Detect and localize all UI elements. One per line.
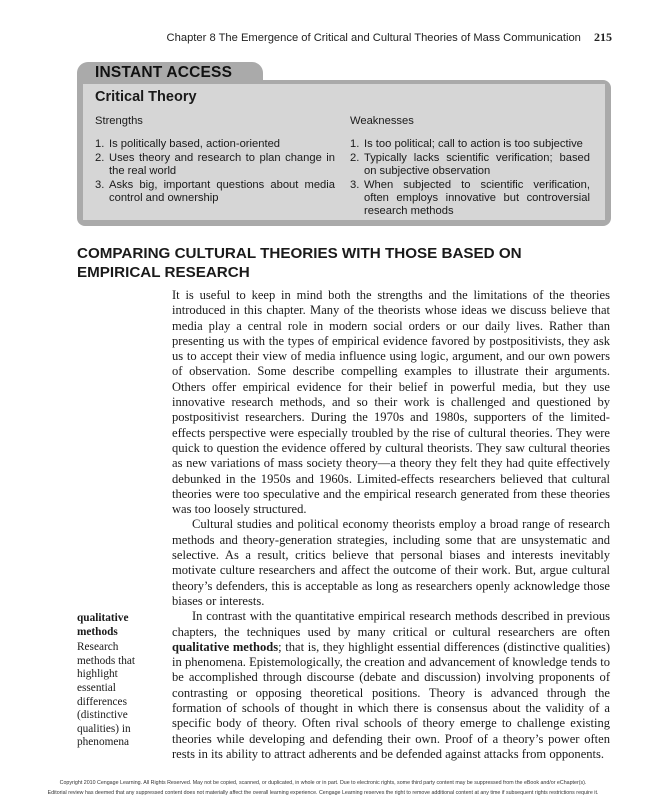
body-text bbox=[172, 288, 610, 762]
list-item bbox=[350, 138, 590, 151]
margin-glossary-note bbox=[77, 612, 159, 750]
item-number: 1. bbox=[350, 138, 360, 151]
instant-access-title: Critical Theory bbox=[95, 89, 197, 105]
running-head bbox=[0, 30, 612, 45]
item-text: When subjected to scientific verification, often employs innovative but controversial research methods bbox=[364, 178, 590, 218]
item-number: 3. bbox=[350, 178, 360, 191]
glossary-definition: Research methods that highlight essential differences (distinctive qualities) in phenomena bbox=[77, 641, 136, 749]
list-item bbox=[350, 179, 590, 219]
weaknesses-column bbox=[350, 115, 590, 219]
glossary-term: qualitative methods bbox=[77, 612, 129, 638]
key-term: qualitative methods bbox=[172, 639, 279, 654]
section-title: COMPARING CULTURAL THEORIES WITH THOSE BASED ON EMPIRICAL RESEARCH bbox=[77, 245, 522, 281]
item-text: Is too political; call to action is too subjective bbox=[364, 138, 583, 151]
paragraph-text: In contrast with the quantitative empirical research methods described in previous chapters, the techniques used by many critical or cultural researchers are often bbox=[172, 609, 610, 639]
item-number: 2. bbox=[350, 151, 360, 164]
instant-access-tab: INSTANT ACCESS bbox=[77, 62, 263, 84]
instant-access-panel bbox=[83, 84, 605, 220]
weaknesses-list bbox=[350, 138, 590, 218]
paragraph: Cultural studies and political economy theorists employ a broad range of research methods and theory-generation strategies, including some that are unsystematic and selective. As a result, critics believe that personal biases and interests inevitably motivate culture researchers and affect the outcome of their work. But, argue cultural theory’s defenders, this is acceptable as long as researchers openly acknowledge those biases or interests. bbox=[172, 517, 610, 608]
strengths-column bbox=[95, 115, 335, 205]
item-text: Asks big, important questions about media control and ownership bbox=[109, 178, 335, 205]
paragraph-text: ; that is, they highlight essential differences (distinctive qualities) in phenomena. Epistemologically, the creation and advancement of knowledge tends to be accomplished through discourse (debate and discussion) involving proponents of contrasting or opposing theoretical positions. Theory is advanced through the formation of schools of thought in which there is consensus about the validity of a specific body of theory. Often rival schools of theory emerge to challenge existing theories while developing and defending their own. Proof of a theory’s power often rests in its ability to attract adherents and be defended against attacks from opponents. bbox=[172, 639, 611, 761]
strengths-heading: Strengths bbox=[95, 115, 143, 127]
chapter-title: Chapter 8 The Emergence of Critical and Cultural Theories of Mass Communication bbox=[166, 32, 581, 44]
list-item bbox=[95, 152, 335, 179]
list-item bbox=[95, 179, 335, 206]
list-item bbox=[95, 138, 335, 151]
item-text: Typically lacks scientific verification; based on subjective observation bbox=[364, 151, 590, 178]
paragraph: It is useful to keep in mind both the strengths and the limitations of the theories introduced in this chapter. Many of the theorists whose ideas we discuss believe that media play a central role in modern social orders or our daily lives. Rather than presenting us with the types of empirical evidence favored by postpositivists, they ask us to accept their view of media influence using logic, argument, and our own powers of observation. Some describe compelling examples to illustrate their arguments. Others offer empirical evidence for their belief in powerful media, but they use innovative research methods, and so their work is challenged and questioned by postpositivist researchers. During the 1970s and 1980s, supporters of the limited-effects perspective were especially troubled by the rise of cultural theories. They were quick to question the evidence offered by cultural theorists. They saw cultural theories as new variations of mass society theory—a theory they felt they had quite effectively debunked in the 1950s and 1960s. Limited-effects researchers believed that cultural theories were too speculative and the empirical research generated from these theories was too loosely structured. bbox=[172, 288, 610, 517]
item-number: 2. bbox=[95, 151, 105, 164]
item-text: Is politically based, action-oriented bbox=[109, 138, 281, 151]
paragraph bbox=[172, 609, 610, 762]
weaknesses-heading: Weaknesses bbox=[350, 115, 414, 127]
list-item bbox=[350, 152, 590, 179]
footer-notice: Editorial review has deemed that any suppressed content does not materially affect the overall learning experience. Cengage Learning reserves the right to remove additional content at any time if subsequent rights restrictions require it. bbox=[47, 790, 599, 796]
item-number: 1. bbox=[95, 138, 105, 151]
page-number: 215 bbox=[594, 30, 612, 44]
item-number: 3. bbox=[95, 178, 105, 191]
footer-copyright: Copyright 2010 Cengage Learning. All Rights Reserved. May not be copied, scanned, or duplicated, in whole or in part. Due to electronic rights, some third party content may be suppressed from the eBook and/or eChapter(s). bbox=[59, 780, 587, 786]
strengths-list bbox=[95, 138, 335, 205]
item-text: Uses theory and research to plan change in the real world bbox=[109, 151, 335, 178]
